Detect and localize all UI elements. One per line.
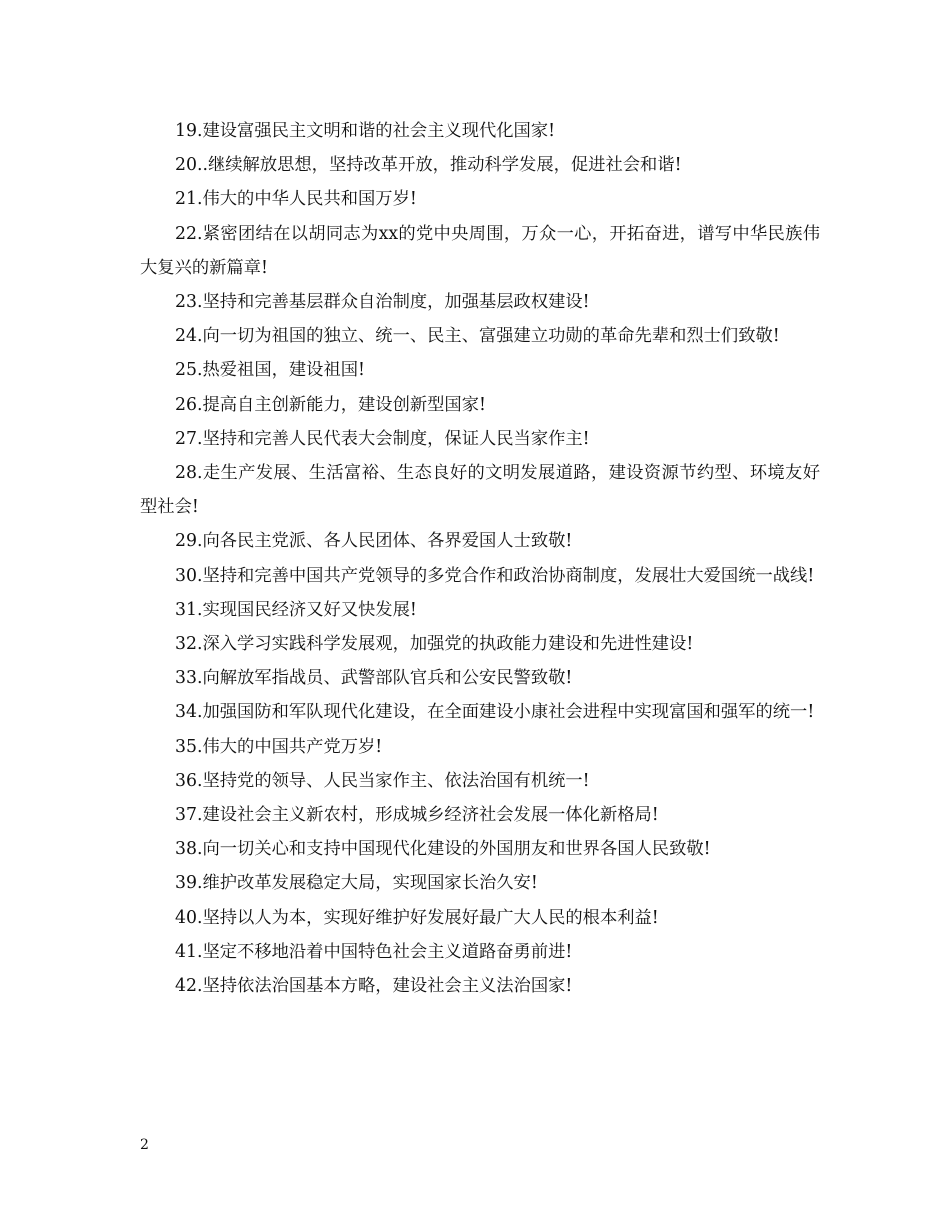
slogan-item: 29.向各民主党派、各人民团体、各界爱国人士致敬! xyxy=(175,531,573,552)
slogan-item: 28.走生产发展、生活富裕、生态良好的文明发展道路，建设资源节约型、环境友好型社会! xyxy=(140,463,820,518)
slogan-item: 27.坚持和完善人民代表大会制度，保证人民当家作主! xyxy=(175,428,590,449)
slogan-item: 20..继续解放思想，坚持改革开放，推动科学发展，促进社会和谐! xyxy=(175,155,682,176)
slogan-item: 25.热爱祖国，建设祖国! xyxy=(175,360,365,381)
slogan-item: 32.深入学习实践科学发展观，加强党的执政能力建设和先进性建设! xyxy=(175,634,694,655)
slogan-item: 36.坚持党的领导、人民当家作主、依法治国有机统一! xyxy=(175,770,590,791)
slogan-item: 23.坚持和完善基层群众自治制度，加强基层政权建设! xyxy=(175,292,590,313)
slogan-item: 33.向解放军指战员、武警部队官兵和公安民警致敬! xyxy=(175,668,573,689)
slogan-item: 35.伟大的中国共产党万岁! xyxy=(175,736,383,757)
slogan-item: 26.提高自主创新能力，建设创新型国家! xyxy=(175,394,486,415)
slogan-item: 19.建设富强民主文明和谐的社会主义现代化国家! xyxy=(175,121,556,141)
slogan-item: 21.伟大的中华人民共和国万岁! xyxy=(175,189,417,210)
slogan-item: 37.建设社会主义新农村，形成城乡经济社会发展一体化新格局! xyxy=(175,805,659,826)
slogan-item: 30.坚持和完善中国共产党领导的多党合作和政治协商制度，发展壮大爱国统一战线! xyxy=(175,565,815,586)
slogan-list xyxy=(140,114,820,1003)
slogan-item: 38.向一切关心和支持中国现代化建设的外国朋友和世界各国人民致敬! xyxy=(175,839,711,860)
slogan-item: 41.坚定不移地沿着中国特色社会主义道路奋勇前进! xyxy=(175,941,573,962)
page-number: 2 xyxy=(140,1137,149,1153)
slogan-item: 42.坚持依法治国基本方略，建设社会主义法治国家! xyxy=(175,976,573,997)
slogan-item: 34.加强国防和军队现代化建设，在全面建设小康社会进程中实现富国和强军的统一! xyxy=(175,702,815,723)
slogan-item: 39.维护改革发展稳定大局，实现国家长治久安! xyxy=(175,873,538,894)
slogan-item: 31.实现国民经济又好又快发展! xyxy=(175,599,417,620)
slogan-item: 40.坚持以人为本，实现好维护好发展好最广大人民的根本利益! xyxy=(175,907,659,928)
slogan-item: 24.向一切为祖国的独立、统一、民主、富强建立功勋的革命先辈和烈士们致敬! xyxy=(175,326,780,347)
slogan-item: 22.紧密团结在以胡同志为xx的党中央周围，万众一心，开拓奋进，谱写中华民族伟大复兴的新篇章! xyxy=(140,223,820,278)
